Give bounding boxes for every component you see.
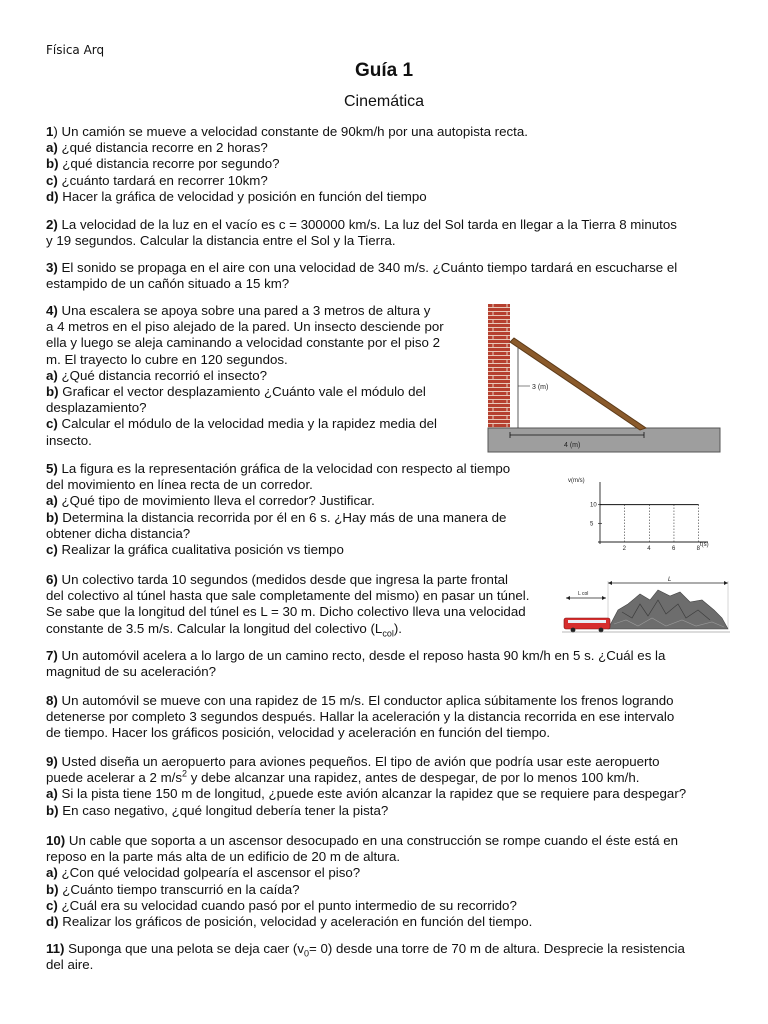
- problem-8: [46, 693, 674, 742]
- item-label: c): [46, 416, 58, 432]
- item-label: a): [46, 786, 58, 802]
- item-text: ¿qué distancia recorre por segundo?: [58, 156, 280, 172]
- page-title: Guía 1: [354, 60, 414, 81]
- item-text: ¿Cuál era su velocidad cuando pasó por el punto intermedio de su recorrido?: [57, 897, 517, 913]
- problem-10: [46, 833, 678, 930]
- tunnel-length-label: L: [668, 577, 672, 583]
- problem-number: 2): [46, 217, 58, 232]
- bus-length-label: L col: [578, 591, 589, 597]
- y-tick-label: 5: [590, 521, 594, 528]
- problem-text: detenerse por completo 3 segundos después. Hallar la aceleración y la distancia recorrida en ese intervalo: [46, 709, 675, 725]
- problem-text: constante de 3.5 m/s. Calcular la longitud del colectivo (L: [46, 620, 383, 636]
- item-text: Realizar los gráficos de posición, velocidad y aceleración en función del tiempo.: [58, 914, 533, 930]
- item-text: ¿cuánto tardará en recorrer 10km?: [57, 172, 268, 188]
- problem-text: Se sabe que la longitud del túnel es L = 30 m. Dicho colectivo lleva una velocidad: [46, 604, 526, 620]
- problem-text: Un cable que soporta a un ascensor desocupado en una construcción se rompe cuando el éste está en: [65, 833, 679, 848]
- x-tick-label: 2: [622, 546, 626, 552]
- ladder-figure: [486, 304, 724, 454]
- item-text: Calcular el módulo de la velocidad media y la rapidez media del: [57, 416, 437, 432]
- problem-number: 9): [46, 754, 58, 769]
- problem-text: = 0) desde una torre de 70 m de altura. Desprecie la resistencia: [309, 941, 685, 956]
- height-label: 3 (m): [532, 384, 549, 391]
- item-label: b): [46, 509, 59, 525]
- problem-text: puede acelerar a 2 m/s: [46, 770, 183, 786]
- item-text: obtener dicha distancia?: [46, 525, 191, 541]
- problem-5: [46, 461, 510, 558]
- x-tick-label: 4: [647, 546, 651, 552]
- item-label: b): [46, 384, 59, 400]
- item-label: d): [46, 188, 59, 204]
- item-label: a): [46, 367, 58, 383]
- subscript: 0: [304, 948, 310, 959]
- x-tick-label: 8: [696, 546, 700, 552]
- y-axis-label: v(m/s): [568, 478, 585, 484]
- problem-text: El sonido se propaga en el aire con una velocidad de 340 m/s. ¿Cuánto tiempo tardará en escucharse el: [57, 260, 678, 275]
- brick-wall: [488, 304, 510, 428]
- problem-text: del aire.: [46, 957, 94, 973]
- ladder: [510, 338, 646, 430]
- problem-text: a 4 metros en el piso alejado de la pared. Un insecto desciende por: [46, 319, 444, 335]
- problem-text: ).: [393, 620, 402, 636]
- item-text: ¿Qué distancia recorrió el insecto?: [57, 367, 267, 383]
- problem-text: estampido de un cañón situado a 15 km?: [46, 276, 290, 292]
- problem-number: 3): [46, 260, 58, 275]
- problem-text: Un automóvil acelera a lo largo de un camino recto, desde el reposo hasta 90 km/h en 5 s. ¿Cuál es la: [57, 648, 666, 663]
- item-text: ¿Cuánto tiempo transcurrió en la caída?: [58, 881, 300, 897]
- item-label: c): [46, 542, 58, 558]
- problem-number: 1: [46, 124, 54, 139]
- problem-text: del movimiento en línea recta de un corredor.: [46, 477, 313, 493]
- item-label: b): [46, 802, 59, 818]
- floor: [488, 428, 720, 452]
- problem-text: reposo en la parte más alta de un edificio de 20 m de altura.: [46, 849, 401, 865]
- y-tick-label: 10: [590, 502, 597, 509]
- item-text: Determina la distancia recorrida por él en 6 s. ¿Hay más de una manera de: [58, 509, 507, 525]
- superscript: 2: [182, 768, 188, 779]
- item-text: En caso negativo, ¿qué longitud debería tener la pista?: [58, 802, 389, 818]
- problem-text: m. El trayecto lo cubre en 120 segundos.: [46, 351, 288, 367]
- problem-text: del colectivo al túnel hasta que sale completamente del mismo) en pasar un túnel.: [46, 588, 530, 604]
- problem-number: 11): [46, 941, 65, 956]
- problem-number: 5): [46, 461, 58, 476]
- item-label: d): [46, 914, 59, 930]
- problem-text: y 19 segundos. Calcular la distancia entre el Sol y la Tierra.: [46, 233, 396, 249]
- problem-text: Suponga que una pelota se deja caer (v: [64, 941, 305, 956]
- problem-text: La velocidad de la luz en el vacío es c = 300000 km/s. La luz del Sol tarda en llegar a la Tierra 8 minutos: [57, 217, 677, 232]
- mountain: [608, 590, 728, 629]
- item-text: insecto.: [46, 432, 92, 448]
- problem-text: ella y luego se aleja caminando a velocidad constante por el piso 2: [46, 335, 440, 351]
- bus: [564, 618, 610, 629]
- problem-number: 8): [46, 693, 58, 708]
- item-text: Realizar la gráfica cualitativa posición vs tiempo: [57, 542, 344, 558]
- problem-text: y debe alcanzar una rapidez, antes de despegar, de por lo menos 100 km/h.: [187, 770, 640, 786]
- base-label: 4 (m): [564, 442, 581, 449]
- item-text: Si la pista tiene 150 m de longitud, ¿puede este avión alcanzar la rapidez que se requiere para despegar?: [57, 786, 687, 802]
- problem-text: ) Un camión se mueve a velocidad constante de 90km/h por una autopista recta.: [53, 124, 528, 139]
- x-tick-label: 6: [671, 546, 676, 552]
- problem-4: [46, 303, 444, 449]
- course-name: Física Arq: [46, 43, 105, 57]
- item-text: Graficar el vector desplazamiento ¿Cuánto vale el módulo del: [58, 384, 426, 400]
- page-subtitle: Cinemática: [343, 93, 425, 110]
- item-label: c): [46, 172, 58, 188]
- problem-number: 7): [46, 648, 58, 663]
- item-label: c): [46, 897, 58, 913]
- problem-number: 6): [46, 572, 58, 587]
- problem-text: Una escalera se apoya sobre una pared a 3 metros de altura y: [57, 303, 431, 318]
- problem-1: [46, 124, 528, 205]
- item-label: b): [46, 881, 59, 897]
- item-text: ¿qué distancia recorre en 2 horas?: [57, 140, 268, 156]
- subscript: col: [382, 628, 394, 639]
- tunnel-figure: [562, 574, 730, 634]
- problem-7: [46, 648, 665, 680]
- problem-text: Un automóvil se mueve con una rapidez de 15 m/s. El conductor aplica súbitamente los frenos logrando: [57, 693, 674, 708]
- item-label: a): [46, 140, 58, 156]
- problem-text: Usted diseña un aeropuerto para aviones pequeños. El tipo de avión que podría usar este aeropuerto: [57, 754, 660, 769]
- problem-2: [46, 217, 677, 249]
- problem-11: [46, 941, 685, 973]
- problem-text: magnitud de su aceleración?: [46, 664, 217, 680]
- item-text: Hacer la gráfica de velocidad y posición en función del tiempo: [58, 188, 427, 204]
- velocity-time-chart: [560, 476, 710, 554]
- problem-text: Un colectivo tarda 10 segundos (medidos desde que ingresa la parte frontal: [57, 572, 508, 587]
- item-label: a): [46, 493, 58, 509]
- item-label: a): [46, 865, 58, 881]
- problem-text: de tiempo. Hacer los gráficos posición, velocidad y aceleración en función del tiempo.: [46, 725, 551, 741]
- problem-3: [46, 260, 677, 292]
- problem-text: La figura es la representación gráfica de la velocidad con respecto al tiempo: [57, 461, 511, 476]
- x-axis-label: t(s): [700, 542, 709, 548]
- item-text: ¿Con qué velocidad golpearía el ascensor el piso?: [57, 865, 361, 881]
- problem-6: [46, 572, 529, 637]
- problem-number: 4): [46, 303, 58, 318]
- item-label: b): [46, 156, 59, 172]
- item-text: ¿Qué tipo de movimiento lleva el corredor? Justificar.: [57, 493, 375, 509]
- item-text: desplazamiento?: [46, 400, 147, 416]
- problem-number: 10): [46, 833, 66, 848]
- problem-9: [46, 754, 686, 819]
